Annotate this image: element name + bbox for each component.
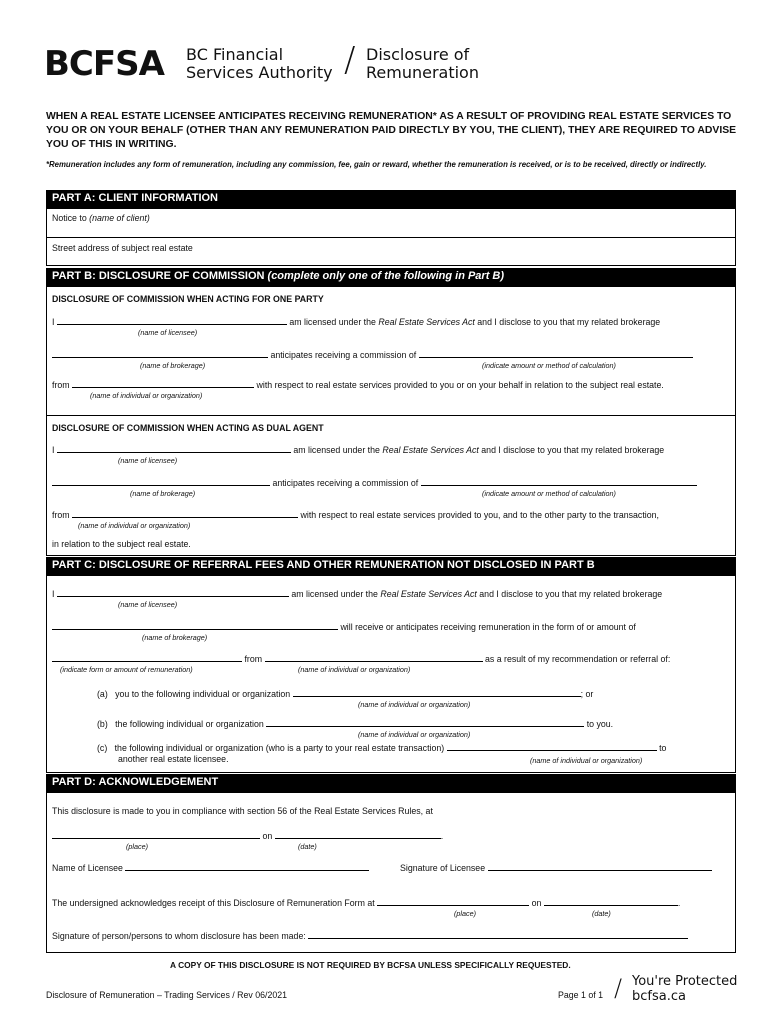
from-label: from [244,654,263,664]
remuneration-footnote: *Remuneration includes any form of remuneration, including any commission, fee, gain or reward, whether the remuneration is received, or is to be received, directly or indirectly. [46,160,707,169]
date-input[interactable] [275,830,444,841]
part-c-brokerage-input[interactable] [52,621,338,630]
licensee-name-line [52,862,369,873]
form-revision: Disclosure of Remuneration – Trading Services / Rev 06/2021 [46,990,288,1000]
hint-org: (name of individual or organization) [298,665,411,674]
bcfsa-logo: BCFSA [44,44,164,84]
remuneration-text: will receive or anticipates receiving remuneration in the form of or amount of [340,622,636,632]
hint-org: (name of individual or organization) [78,521,191,530]
dual-agent-brokerage-input[interactable] [52,477,270,486]
hint-licensee: (name of licensee) [118,456,178,465]
notice-to-hint: (name of client) [89,213,150,223]
part-b-divider [46,415,736,416]
part-a-divider [46,237,736,238]
form-title-line1: Disclosure of [366,45,470,64]
hint-place: (place) [126,842,148,851]
dual-agent-heading: DISCLOSURE OF COMMISSION WHEN ACTING AS DUAL AGENT [52,423,324,433]
on-label: on [262,831,273,841]
part-c-line2 [52,621,636,632]
form-title-line2: Remuneration [366,63,479,82]
dual-agent-line2 [52,477,697,488]
ack-date-input[interactable] [544,897,681,908]
part-a-header: PART A: CLIENT INFORMATION [46,190,736,208]
recipient-signature-label: Signature of person/persons to whom disclosure has been made: [52,931,306,941]
dual-agent-amount-input[interactable] [421,477,697,486]
item-b-end: to you. [586,719,614,729]
one-party-org-input[interactable] [72,379,254,388]
hint-brokerage: (name of brokerage) [140,361,206,370]
notice-to-field[interactable] [52,213,150,223]
hint-place: (place) [454,909,476,918]
one-party-line3 [52,379,664,390]
item-c-label: (c) [97,743,108,753]
compliance-text: This disclosure is made to you in compliance with section 56 of the Real Estate Services Rules, at [52,806,433,816]
slash-divider-icon: / [344,40,356,80]
licensee-signature-input[interactable] [488,862,712,871]
referral-text: as a result of my recommendation or referral of: [484,654,671,664]
act-name: Real Estate Services Act [382,445,479,455]
one-party-heading: DISCLOSURE OF COMMISSION WHEN ACTING FOR ONE PARTY [52,294,324,304]
part-c-licensee-input[interactable] [57,588,289,597]
item-a-label: (a) [97,689,108,699]
item-c [97,742,666,753]
item-a [97,688,593,699]
footer-slash-icon: / [614,974,623,1002]
pronoun-i: I [52,589,55,599]
item-c-text: the following individual or organization (who is a party to your real estate transaction) [114,743,445,753]
disclose-text: and I disclose to you that my related brokerage [476,589,663,599]
copy-notice: A COPY OF THIS DISCLOSURE IS NOT REQUIRED BY BCFSA UNLESS SPECIFICALLY REQUESTED. [170,960,571,970]
on-label: on [531,898,542,908]
dual-agent-line4: in relation to the subject real estate. [52,539,191,549]
item-a-text: you to the following individual or organization [115,689,291,699]
licensed-text: am licensed under the [291,589,381,599]
org-name-line2: Services Authority [186,63,333,82]
item-a-end: ; or [580,689,594,699]
part-d-header: PART D: ACKNOWLEDGEMENT [46,774,736,792]
part-c-line1 [52,588,662,599]
dual-agent-org-input[interactable] [72,509,298,518]
act-name: Real Estate Services Act [380,589,477,599]
part-c-line3 [52,653,670,664]
from-label: from [52,510,70,520]
street-address-field[interactable]: Street address of subject real estate [52,243,193,253]
hint-licensee: (name of licensee) [138,328,198,337]
hint-amount: (indicate amount or method of calculation) [482,361,616,370]
part-c-org-input[interactable] [265,653,483,662]
notice-to-label: Notice to [52,213,90,223]
hint-date: (date) [592,909,611,918]
footer-brand [632,974,737,1004]
item-c-line2: another real estate licensee. [118,754,229,764]
place-input[interactable] [52,830,260,839]
period: . [677,898,681,908]
page-number: Page 1 of 1 [558,990,603,1000]
hint-brokerage: (name of brokerage) [130,489,196,498]
item-a-input[interactable] [293,688,581,697]
act-name: Real Estate Services Act [378,317,475,327]
form-title [366,46,479,82]
item-b-input[interactable] [266,718,584,727]
part-b-header [46,268,736,286]
recipient-signature-input[interactable] [308,930,688,939]
pronoun-i: I [52,445,55,455]
disclose-text: and I disclose to you that my related brokerage [474,317,661,327]
part-b-title: PART B: DISCLOSURE OF COMMISSION [52,270,268,282]
acknowledgement-line [52,897,680,908]
licensed-text: am licensed under the [289,317,379,327]
part-b-title-note: (complete only one of the following in Part B) [267,270,505,282]
item-c-input[interactable] [447,742,657,751]
intro-heading: WHEN A REAL ESTATE LICENSEE ANTICIPATES RECEIVING REMUNERATION* AS A RESULT OF PROVIDING REAL ESTATE SERVICES TO YOU OR ON YOUR BEHALF (OTHER THAN ANY REMUNERATION PAID DIRECTLY BY YOU, THE CLIENT), THEY ARE REQUIRED TO ADVISE YOU OF THIS IN WRITING. [46,111,737,150]
hint-org: (name of individual or organization) [358,700,471,709]
hint-amount: (indicate amount or method of calculation) [482,489,616,498]
org-name-line1: BC Financial [186,45,284,64]
part-c-form-input[interactable] [52,653,242,662]
hint-licensee: (name of licensee) [118,600,178,609]
org-name [186,46,333,82]
ack-place-input[interactable] [377,897,529,906]
hint-form: (indicate form or amount of remuneration) [60,665,193,674]
recipient-signature-line [52,930,688,941]
item-b [97,718,613,729]
anticipates-text: anticipates receiving a commission of [272,478,419,488]
services-text: with respect to real estate services provided to you, and to the other party to the transaction, [300,510,659,520]
hint-org: (name of individual or organization) [90,391,203,400]
one-party-line1 [52,316,660,327]
website-link[interactable]: bcfsa.ca [632,989,686,1004]
part-c-header: PART C: DISCLOSURE OF REFERRAL FEES AND OTHER REMUNERATION NOT DISCLOSED IN PART B [46,557,736,575]
licensee-signature-line [400,862,712,873]
item-b-text: the following individual or organization [115,719,264,729]
item-c-end: to [659,743,667,753]
anticipates-text: anticipates receiving a commission of [270,350,417,360]
hint-brokerage: (name of brokerage) [142,633,208,642]
pronoun-i: I [52,317,55,327]
one-party-line2 [52,349,693,360]
one-party-amount-input[interactable] [419,349,693,358]
licensee-signature-label: Signature of Licensee [400,863,486,873]
hint-org: (name of individual or organization) [530,756,643,765]
ack-text: The undersigned acknowledges receipt of this Disclosure of Remuneration Form at [52,898,375,908]
services-text: with respect to real estate services provided to you or on your behalf in relation to the subject real estate. [256,380,664,390]
place-date-line [52,830,443,841]
period: . [440,831,444,841]
tagline: You're Protected [632,974,738,989]
one-party-licensee-input[interactable] [57,316,287,325]
licensed-text: am licensed under the [293,445,383,455]
licensee-name-input[interactable] [125,862,369,871]
item-b-label: (b) [97,719,108,729]
licensee-name-label: Name of Licensee [52,863,123,873]
from-label: from [52,380,70,390]
hint-org: (name of individual or organization) [358,730,471,739]
one-party-brokerage-input[interactable] [52,349,268,358]
hint-date: (date) [298,842,317,851]
disclose-text: and I disclose to you that my related brokerage [478,445,665,455]
dual-agent-line1 [52,444,664,455]
dual-agent-licensee-input[interactable] [57,444,291,453]
dual-agent-line3 [52,509,659,520]
